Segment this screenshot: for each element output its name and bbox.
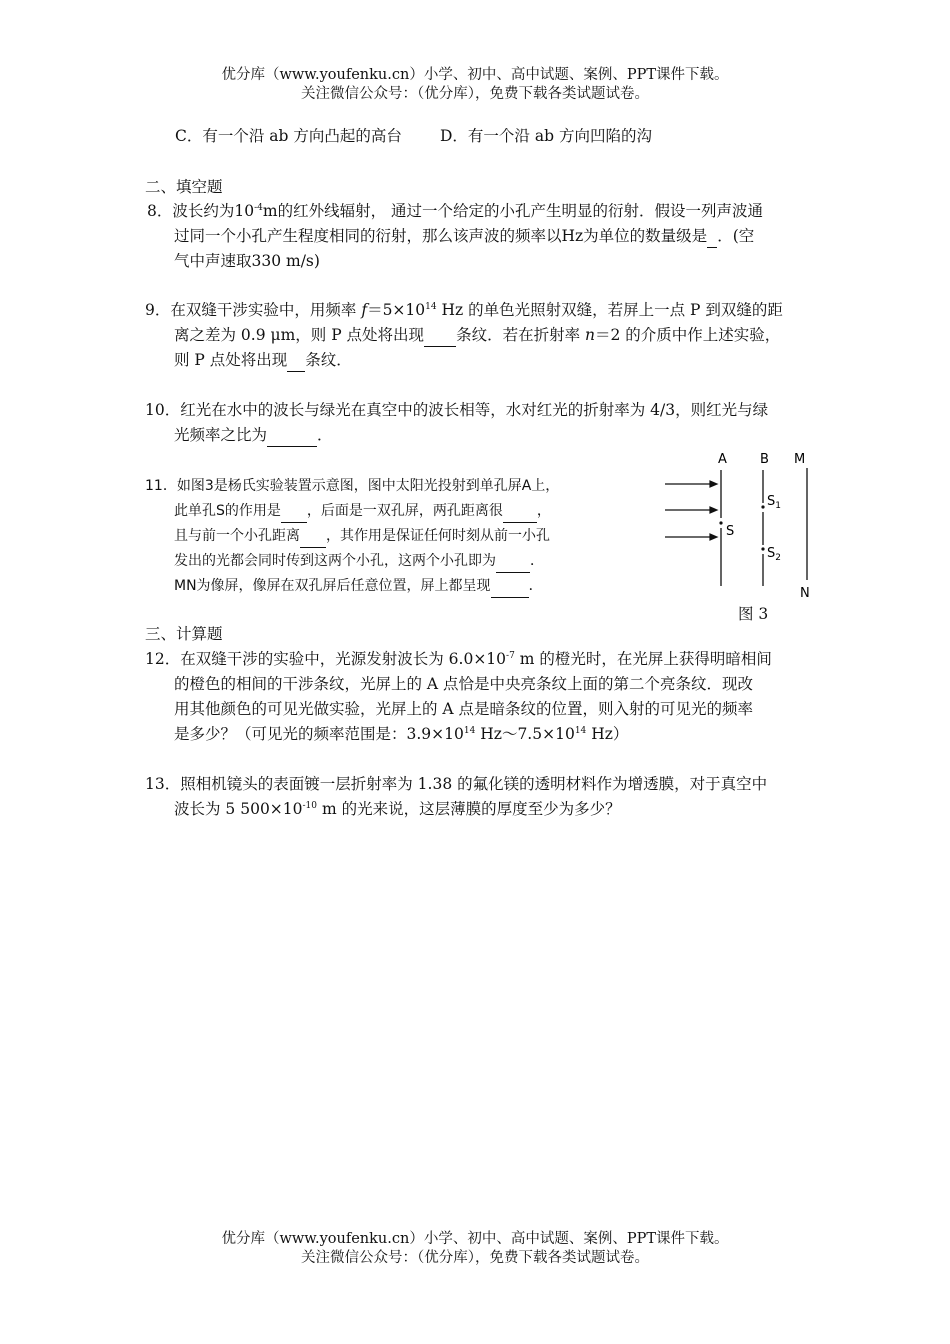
- option-c: C．有一个沿 ab 方向凸起的高台: [175, 127, 402, 145]
- answer-blank[interactable]: [281, 500, 307, 523]
- hole-s1: [761, 505, 764, 508]
- answer-blank[interactable]: [424, 324, 456, 347]
- question-number: 11．: [145, 478, 177, 494]
- answer-blank[interactable]: [491, 575, 529, 598]
- question-number: 9．: [145, 301, 171, 319]
- header-line-1: 优分库（www.youfenku.cn）小学、初中、高中试题、案例、PPT课件下载。: [221, 67, 729, 83]
- arrow-head-2: [710, 507, 717, 513]
- question-number: 8．: [147, 202, 173, 220]
- figure-label-a: A: [718, 452, 727, 467]
- page-footer: [0, 1230, 950, 1268]
- question-number: 12．: [145, 650, 181, 668]
- page-header: [0, 66, 950, 104]
- option-d: D．有一个沿 ab 方向凹陷的沟: [440, 127, 652, 145]
- answer-blank[interactable]: [707, 225, 717, 248]
- figure-label-m: M: [794, 452, 806, 467]
- section-fill-heading: 二、填空题: [145, 178, 223, 196]
- figure-label-b: B: [760, 452, 769, 467]
- figure-label-n: N: [800, 586, 810, 601]
- arrow-head-3: [710, 534, 717, 540]
- section-calc-heading: 三、计算题: [145, 625, 223, 643]
- answer-blank[interactable]: [287, 349, 305, 372]
- answer-blank[interactable]: [503, 500, 537, 523]
- figure-label-s1: $S_1$: [767, 494, 781, 511]
- hole-s: [719, 521, 722, 524]
- young-experiment-figure: [655, 448, 825, 608]
- figure-label-s2: $S_2$: [767, 546, 781, 563]
- figure-label-s: S: [726, 524, 735, 539]
- hole-s2: [761, 547, 764, 550]
- incident-light-arrows: [665, 481, 717, 540]
- answer-blank[interactable]: [300, 525, 326, 548]
- figure-caption: 图 3: [738, 605, 769, 623]
- footer-line-2: 关注微信公众号：（优分库），免费下载各类试题试卷。: [301, 1250, 649, 1266]
- question-number: 10．: [145, 401, 181, 419]
- footer-line-1: 优分库（www.youfenku.cn）小学、初中、高中试题、案例、PPT课件下载。: [221, 1231, 729, 1247]
- answer-blank[interactable]: [267, 424, 317, 447]
- question-number: 13．: [145, 775, 181, 793]
- header-line-2: 关注微信公众号：（优分库），免费下载各类试题试卷。: [301, 86, 649, 102]
- arrow-head-1: [710, 481, 717, 487]
- answer-blank[interactable]: [496, 550, 530, 573]
